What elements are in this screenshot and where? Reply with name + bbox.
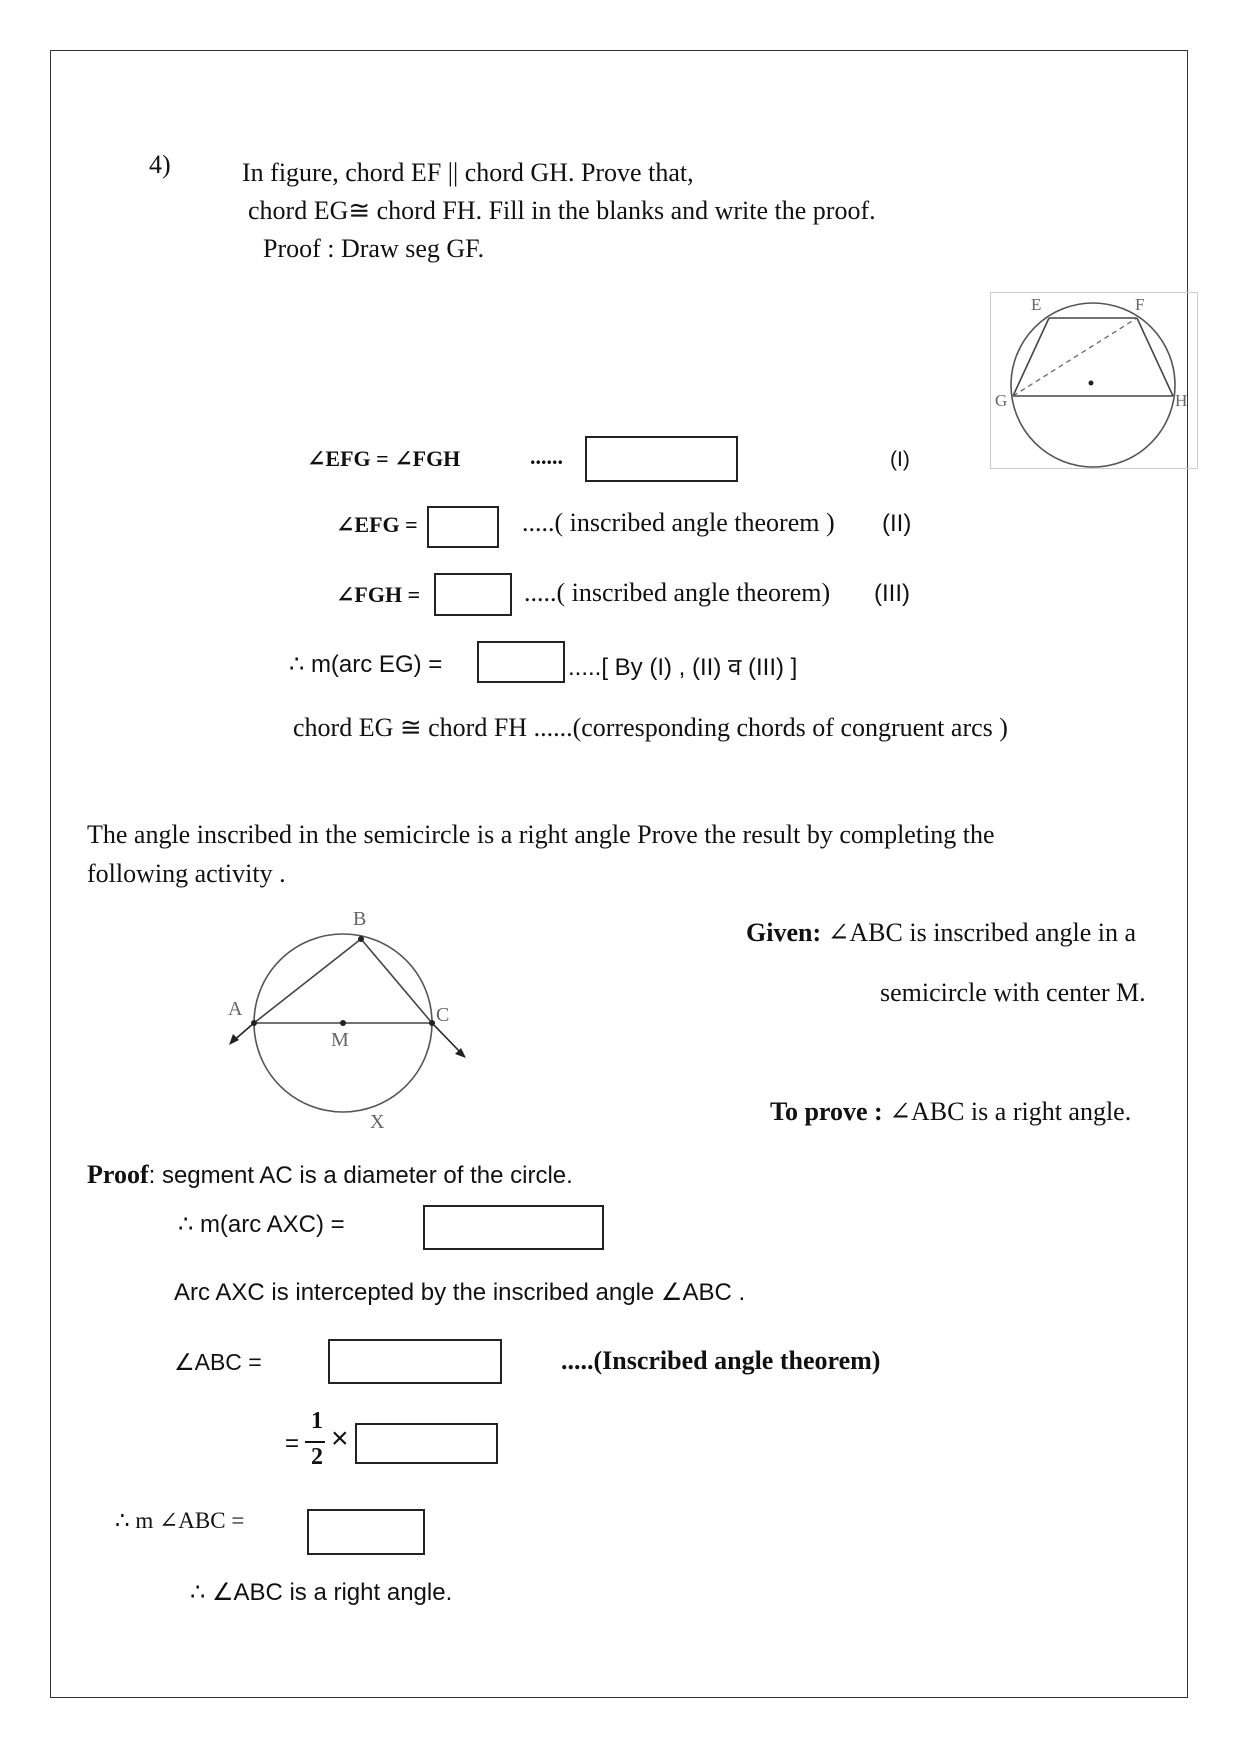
arc-axc-line: ∴ m(arc AXC) = <box>178 1211 345 1238</box>
label-c: C <box>436 1004 450 1026</box>
question-text-line1: In figure, chord EF || chord GH. Prove that, <box>242 158 694 187</box>
fraction-numerator: 1 <box>311 1408 323 1434</box>
label-a: A <box>228 998 243 1020</box>
proof-label: Proof <box>87 1160 149 1189</box>
fraction-denominator: 2 <box>311 1444 323 1470</box>
label-b: B <box>353 908 367 930</box>
step4-reason: .....[ By (I) , (II) व (III) ] <box>568 654 798 681</box>
label-e: E <box>1031 295 1042 314</box>
to-prove-text: ∠ABC is a right angle. <box>882 1097 1132 1126</box>
answer-box-half[interactable] <box>355 1423 498 1464</box>
label-f: F <box>1135 295 1145 314</box>
step2-reason: .....( inscribed angle theorem ) <box>522 508 835 537</box>
label-g: G <box>995 391 1008 410</box>
step2-tag: (II) <box>882 510 912 537</box>
step5-conclusion: chord EG ≅ chord FH ......(corresponding chords of congruent arcs ) <box>293 713 1008 742</box>
step3-reason: .....( inscribed angle theorem) <box>524 578 831 607</box>
proof-text: : segment AC is a diameter of the circle. <box>148 1162 573 1189</box>
answer-box-arc-axc[interactable] <box>423 1205 604 1250</box>
question-text-line2: chord EG≅ chord FH. Fill in the blanks and write the proof. <box>248 196 876 225</box>
figure-semicircle <box>220 908 480 1138</box>
step1-expression: ∠EFG = ∠FGH <box>307 446 461 471</box>
half-equals: = <box>285 1430 300 1457</box>
given-label: Given: <box>746 918 822 947</box>
step1-dots: ...... <box>530 444 563 469</box>
figure-chords-svg <box>991 293 1197 468</box>
answer-box-step3[interactable] <box>434 573 512 616</box>
answer-box-m-angle-abc[interactable] <box>307 1509 425 1555</box>
conclusion-line: ∴ ∠ABC is a right angle. <box>190 1579 453 1606</box>
label-x: X <box>370 1111 385 1133</box>
given-line1 <box>746 918 1136 948</box>
to-prove-line <box>770 1097 1131 1127</box>
question-number: 4) <box>149 150 171 179</box>
question-text-line3: Proof : Draw seg GF. <box>263 234 485 263</box>
figure-chords <box>990 292 1198 469</box>
label-m: M <box>331 1029 349 1051</box>
given-line2: semicircle with center M. <box>880 978 1146 1007</box>
step4-expression: ∴ m(arc EG) = <box>289 651 443 678</box>
label-h: H <box>1175 391 1188 410</box>
fraction-bar <box>305 1441 325 1443</box>
q5-intro-line2: following activity . <box>87 859 286 888</box>
to-prove-label: To prove : <box>770 1097 883 1126</box>
q5-intro-line1: The angle inscribed in the semicircle is a right angle Prove the result by completing the <box>87 820 995 849</box>
answer-box-step2[interactable] <box>427 506 499 548</box>
times-sign: × <box>331 1422 349 1455</box>
answer-box-step4[interactable] <box>477 641 565 683</box>
intercept-line: Arc AXC is intercepted by the inscribed angle ∠ABC . <box>174 1279 746 1306</box>
step3-tag: (III) <box>874 580 910 607</box>
answer-box-step1[interactable] <box>585 436 738 482</box>
step2-expression: ∠EFG = <box>336 512 418 537</box>
angle-abc-expression: ∠ABC = <box>174 1349 262 1375</box>
proof-line <box>87 1160 573 1190</box>
angle-abc-reason: .....(Inscribed angle theorem) <box>561 1346 881 1375</box>
step1-tag: (I) <box>890 448 910 471</box>
given-text: ∠ABC is inscribed angle in a <box>821 918 1137 947</box>
answer-box-angle-abc[interactable] <box>328 1339 502 1384</box>
m-angle-abc-line: ∴ m ∠ABC = <box>115 1508 245 1533</box>
step3-expression: ∠FGH = <box>336 582 421 607</box>
